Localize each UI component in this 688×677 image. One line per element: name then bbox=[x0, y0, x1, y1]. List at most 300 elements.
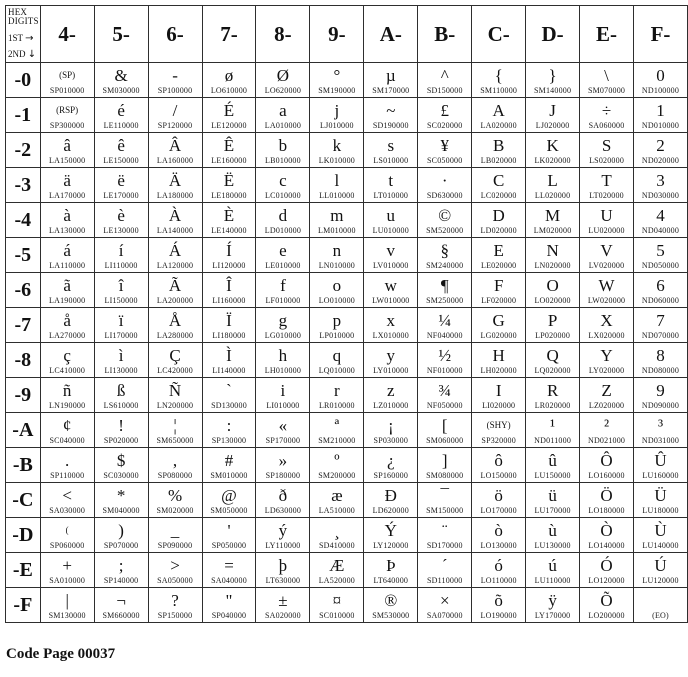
cell-content bbox=[95, 63, 148, 97]
table-cell bbox=[94, 413, 148, 448]
table-cell bbox=[94, 553, 148, 588]
character-id-code: SD410000 bbox=[318, 541, 355, 550]
table-cell bbox=[94, 343, 148, 378]
character-id-code: LT640000 bbox=[373, 576, 409, 585]
character-glyph: ¸ bbox=[334, 520, 340, 540]
character-id-code: SA030000 bbox=[49, 506, 86, 515]
character-glyph: . bbox=[65, 450, 70, 470]
cell-content bbox=[310, 378, 363, 412]
cell-content bbox=[149, 483, 202, 517]
table-cell bbox=[40, 553, 94, 588]
table-cell bbox=[526, 413, 580, 448]
character-id-code: SD150000 bbox=[426, 86, 463, 95]
character-glyph: o bbox=[332, 275, 342, 295]
cell-content bbox=[526, 483, 579, 517]
character-id-code: LE120000 bbox=[211, 121, 247, 130]
table-cell bbox=[148, 273, 202, 308]
character-glyph: û bbox=[548, 450, 557, 470]
character-id-code: LG010000 bbox=[264, 331, 302, 340]
character-id-code: SM060000 bbox=[426, 436, 464, 445]
table-cell bbox=[526, 238, 580, 273]
cell-content bbox=[256, 203, 309, 237]
table-row bbox=[6, 168, 688, 203]
character-id-code: NF040000 bbox=[426, 331, 463, 340]
table-cell bbox=[256, 238, 310, 273]
table-cell bbox=[202, 448, 256, 483]
table-cell bbox=[418, 413, 472, 448]
cell-content bbox=[580, 238, 633, 272]
character-id-code: LC020000 bbox=[480, 191, 517, 200]
character-glyph: ~ bbox=[386, 100, 396, 120]
cell-content bbox=[149, 63, 202, 97]
character-glyph: à bbox=[63, 205, 71, 225]
table-cell bbox=[634, 238, 688, 273]
cell-content bbox=[472, 238, 525, 272]
table-cell bbox=[580, 588, 634, 623]
character-glyph: ÷ bbox=[601, 100, 612, 120]
table-cell bbox=[364, 203, 418, 238]
cell-content bbox=[41, 308, 94, 342]
character-id-code: SP180000 bbox=[265, 471, 301, 480]
cell-content bbox=[580, 378, 633, 412]
table-cell bbox=[148, 378, 202, 413]
character-id-code: SM210000 bbox=[318, 436, 356, 445]
table-cell bbox=[634, 448, 688, 483]
cell-content bbox=[364, 308, 417, 342]
character-glyph: © bbox=[438, 205, 452, 225]
character-glyph: g bbox=[278, 310, 288, 330]
character-glyph: > bbox=[170, 555, 180, 575]
character-glyph: O bbox=[546, 275, 559, 295]
cell-content bbox=[418, 553, 471, 587]
table-cell bbox=[202, 413, 256, 448]
character-id-code: LY170000 bbox=[534, 611, 571, 620]
table-cell bbox=[472, 448, 526, 483]
table-cell bbox=[364, 98, 418, 133]
character-id-code: LC410000 bbox=[49, 366, 86, 375]
character-id-code: SP320000 bbox=[481, 436, 516, 445]
character-glyph: } bbox=[548, 65, 557, 85]
character-id-code: LE150000 bbox=[103, 156, 139, 165]
character-id-code: LE110000 bbox=[103, 121, 139, 130]
character-id-code: LD620000 bbox=[372, 506, 409, 515]
character-id-code: LN010000 bbox=[318, 261, 355, 270]
column-header-9: 9- bbox=[310, 6, 364, 63]
character-glyph: Ç bbox=[169, 345, 181, 365]
character-glyph: ê bbox=[117, 135, 125, 155]
character-id-code: SM530000 bbox=[372, 611, 410, 620]
character-id-code: SC040000 bbox=[49, 436, 85, 445]
cell-content bbox=[418, 413, 471, 447]
character-id-code: SP020000 bbox=[103, 436, 139, 445]
table-cell bbox=[418, 238, 472, 273]
character-id-code: LN020000 bbox=[534, 261, 571, 270]
table-cell bbox=[472, 553, 526, 588]
cell-content bbox=[41, 553, 94, 587]
character-id-code: SA020000 bbox=[265, 611, 301, 620]
character-id-code: ND070000 bbox=[641, 331, 680, 340]
cell-content bbox=[256, 588, 309, 622]
table-cell bbox=[40, 413, 94, 448]
table-cell bbox=[40, 238, 94, 273]
cell-content bbox=[203, 238, 256, 272]
cell-content bbox=[95, 448, 148, 482]
table-cell bbox=[148, 518, 202, 553]
cell-content bbox=[149, 448, 202, 482]
character-glyph: a bbox=[279, 100, 287, 120]
character-glyph: $ bbox=[116, 450, 126, 470]
table-row bbox=[6, 518, 688, 553]
cell-content bbox=[418, 343, 471, 377]
table-cell bbox=[202, 483, 256, 518]
character-glyph: _ bbox=[170, 520, 180, 540]
character-glyph: Ð bbox=[384, 485, 397, 505]
character-id-code: SP150000 bbox=[157, 611, 193, 620]
table-cell bbox=[148, 553, 202, 588]
character-id-code: SM200000 bbox=[318, 471, 356, 480]
character-glyph: Ï bbox=[226, 310, 232, 330]
cell-content bbox=[310, 273, 363, 307]
character-glyph: H bbox=[492, 345, 505, 365]
character-glyph: ¦ bbox=[173, 415, 177, 435]
character-id-code: SD110000 bbox=[426, 576, 463, 585]
cell-content bbox=[472, 273, 525, 307]
character-glyph: & bbox=[114, 65, 128, 85]
character-glyph: ¿ bbox=[387, 450, 395, 470]
cell-content bbox=[364, 343, 417, 377]
table-cell bbox=[148, 308, 202, 343]
character-id-code: LU130000 bbox=[534, 541, 571, 550]
character-glyph: ý bbox=[278, 520, 288, 540]
character-id-code: LA120000 bbox=[156, 261, 194, 270]
character-glyph: ¢ bbox=[62, 415, 72, 435]
character-glyph: % bbox=[167, 485, 183, 505]
cell-content bbox=[95, 343, 148, 377]
character-glyph: ä bbox=[63, 170, 71, 190]
cell-content bbox=[364, 553, 417, 587]
table-cell bbox=[526, 553, 580, 588]
table-cell bbox=[418, 448, 472, 483]
table-cell bbox=[310, 168, 364, 203]
table-cell bbox=[364, 483, 418, 518]
cell-content bbox=[472, 413, 525, 447]
cell-content bbox=[203, 448, 256, 482]
codepage-table bbox=[5, 5, 688, 623]
cell-content bbox=[41, 168, 94, 202]
cell-content bbox=[526, 168, 579, 202]
row-header-E: -E bbox=[6, 553, 41, 588]
character-glyph: Æ bbox=[329, 555, 345, 575]
cell-content bbox=[41, 448, 94, 482]
table-cell bbox=[202, 553, 256, 588]
cell-content bbox=[634, 273, 687, 307]
table-cell bbox=[40, 203, 94, 238]
character-glyph: S bbox=[601, 135, 612, 155]
character-glyph: h bbox=[278, 345, 288, 365]
cell-content bbox=[149, 343, 202, 377]
table-cell bbox=[472, 133, 526, 168]
character-id-code: LI110000 bbox=[104, 261, 138, 270]
cell-content bbox=[364, 588, 417, 622]
table-cell bbox=[256, 308, 310, 343]
table-cell bbox=[364, 518, 418, 553]
cell-content bbox=[364, 168, 417, 202]
cell-content bbox=[580, 98, 633, 132]
table-cell bbox=[40, 378, 94, 413]
table-row bbox=[6, 413, 688, 448]
cell-content bbox=[41, 378, 94, 412]
table-cell bbox=[364, 273, 418, 308]
table-cell bbox=[40, 63, 94, 98]
table-cell bbox=[580, 483, 634, 518]
table-row bbox=[6, 553, 688, 588]
row-header-0: -0 bbox=[6, 63, 41, 98]
character-glyph: ± bbox=[278, 590, 288, 610]
cell-content bbox=[418, 98, 471, 132]
cell-content bbox=[418, 448, 471, 482]
column-header-A: A- bbox=[364, 6, 418, 63]
character-id-code: LI130000 bbox=[104, 366, 138, 375]
character-id-code: LO170000 bbox=[480, 506, 517, 515]
character-id-code: LE010000 bbox=[265, 261, 301, 270]
character-glyph: R bbox=[546, 380, 559, 400]
cell-content bbox=[256, 168, 309, 202]
row-header-B: -B bbox=[6, 448, 41, 483]
cell-content bbox=[634, 483, 687, 517]
character-id-code: LV020000 bbox=[588, 261, 625, 270]
character-glyph: Ê bbox=[223, 135, 235, 155]
table-cell bbox=[310, 98, 364, 133]
cell-content bbox=[472, 448, 525, 482]
cell-content bbox=[526, 588, 579, 622]
table-cell bbox=[364, 413, 418, 448]
row-header-D: -D bbox=[6, 518, 41, 553]
table-cell bbox=[634, 203, 688, 238]
character-glyph: t bbox=[388, 170, 394, 190]
character-id-code: SP050000 bbox=[211, 541, 247, 550]
cell-content bbox=[203, 343, 256, 377]
character-id-code: ND030000 bbox=[641, 191, 680, 200]
row-header-A: -A bbox=[6, 413, 41, 448]
table-cell bbox=[148, 168, 202, 203]
table-cell bbox=[40, 483, 94, 518]
table-cell bbox=[364, 378, 418, 413]
table-cell bbox=[526, 98, 580, 133]
cell-content bbox=[418, 308, 471, 342]
character-id-code: LE170000 bbox=[103, 191, 139, 200]
cell-content bbox=[41, 518, 94, 552]
character-glyph: Å bbox=[168, 310, 182, 330]
character-id-code: LD010000 bbox=[264, 226, 302, 235]
character-id-code: LA200000 bbox=[156, 296, 194, 305]
cell-content bbox=[580, 308, 633, 342]
table-cell bbox=[634, 483, 688, 518]
character-id-code: LG020000 bbox=[480, 331, 517, 340]
table-cell bbox=[580, 378, 634, 413]
character-glyph: Ì bbox=[226, 345, 232, 365]
character-glyph: | bbox=[65, 590, 69, 610]
column-header-6: 6- bbox=[148, 6, 202, 63]
cell-content bbox=[310, 308, 363, 342]
table-cell bbox=[526, 63, 580, 98]
character-id-code: LD630000 bbox=[264, 506, 302, 515]
cell-content bbox=[256, 98, 309, 132]
cell-content bbox=[580, 448, 633, 482]
character-id-code: LM010000 bbox=[318, 226, 356, 235]
character-glyph: = bbox=[224, 555, 234, 575]
cell-content bbox=[526, 448, 579, 482]
character-glyph: Á bbox=[168, 240, 182, 260]
table-cell bbox=[310, 203, 364, 238]
cell-content bbox=[203, 308, 256, 342]
table-cell bbox=[94, 483, 148, 518]
cell-content bbox=[95, 98, 148, 132]
character-glyph: f bbox=[280, 275, 286, 295]
table-cell bbox=[526, 168, 580, 203]
table-cell bbox=[634, 133, 688, 168]
character-id-code: LJ010000 bbox=[320, 121, 354, 130]
table-cell bbox=[256, 448, 310, 483]
character-glyph: K bbox=[546, 135, 559, 155]
table-cell bbox=[202, 133, 256, 168]
character-id-code: SM240000 bbox=[426, 261, 464, 270]
character-glyph: j bbox=[334, 100, 340, 120]
table-cell bbox=[94, 133, 148, 168]
cell-content bbox=[310, 98, 363, 132]
character-id-code: LA510000 bbox=[318, 506, 355, 515]
cell-content bbox=[41, 203, 94, 237]
character-glyph: Y bbox=[600, 345, 613, 365]
cell-content bbox=[149, 553, 202, 587]
cell-content bbox=[580, 273, 633, 307]
character-glyph: F bbox=[493, 275, 504, 295]
character-glyph: l bbox=[334, 170, 340, 190]
character-id-code: SP080000 bbox=[157, 471, 193, 480]
character-glyph: ? bbox=[171, 590, 179, 610]
character-glyph: Ã bbox=[168, 275, 182, 295]
cell-content bbox=[310, 553, 363, 587]
character-id-code: SP030000 bbox=[373, 436, 409, 445]
cell-content bbox=[256, 343, 309, 377]
legend-first-label: 1ST bbox=[8, 32, 23, 43]
character-glyph: « bbox=[278, 415, 288, 435]
character-id-code: LE180000 bbox=[211, 191, 247, 200]
cell-content bbox=[149, 273, 202, 307]
cell-content bbox=[472, 133, 525, 167]
character-glyph: s bbox=[387, 135, 395, 155]
character-id-code: LO620000 bbox=[264, 86, 302, 95]
table-cell bbox=[148, 238, 202, 273]
character-glyph: § bbox=[440, 240, 449, 260]
table-cell bbox=[94, 378, 148, 413]
character-glyph: (SP) bbox=[59, 69, 76, 80]
table-cell bbox=[148, 448, 202, 483]
cell-content bbox=[634, 343, 687, 377]
character-id-code: LY120000 bbox=[373, 541, 409, 550]
table-cell bbox=[418, 133, 472, 168]
table-cell bbox=[40, 308, 94, 343]
row-header-3: -3 bbox=[6, 168, 41, 203]
character-id-code: LX010000 bbox=[372, 331, 409, 340]
table-cell bbox=[256, 168, 310, 203]
table-cell bbox=[202, 203, 256, 238]
character-id-code: LL020000 bbox=[534, 191, 571, 200]
character-id-code: LA520000 bbox=[318, 576, 355, 585]
character-glyph: T bbox=[601, 170, 612, 190]
character-glyph: º bbox=[334, 450, 340, 470]
table-cell bbox=[418, 168, 472, 203]
cell-content bbox=[418, 273, 471, 307]
cell-content bbox=[256, 518, 309, 552]
character-glyph: ì bbox=[118, 345, 124, 365]
cell-content bbox=[203, 378, 256, 412]
character-id-code: ND020000 bbox=[641, 156, 680, 165]
table-cell bbox=[202, 518, 256, 553]
character-id-code: LZ020000 bbox=[588, 401, 625, 410]
table-cell bbox=[580, 168, 634, 203]
table-cell bbox=[472, 273, 526, 308]
cell-content bbox=[149, 238, 202, 272]
column-header-4: 4- bbox=[40, 6, 94, 63]
character-glyph: » bbox=[278, 450, 288, 470]
cell-content bbox=[418, 238, 471, 272]
character-id-code: SM170000 bbox=[372, 86, 410, 95]
row-header-4: -4 bbox=[6, 203, 41, 238]
character-glyph: ) bbox=[118, 520, 124, 540]
cell-content bbox=[634, 588, 687, 622]
character-id-code: LY010000 bbox=[373, 366, 409, 375]
table-cell bbox=[40, 448, 94, 483]
character-id-code: LA140000 bbox=[156, 226, 194, 235]
character-id-code: ND080000 bbox=[641, 366, 680, 375]
table-row bbox=[6, 238, 688, 273]
cell-content bbox=[580, 483, 633, 517]
character-glyph: 9 bbox=[656, 380, 665, 400]
character-id-code: SC020000 bbox=[427, 121, 463, 130]
cell-content bbox=[580, 63, 633, 97]
table-cell bbox=[256, 378, 310, 413]
cell-content bbox=[472, 378, 525, 412]
cell-content bbox=[634, 203, 687, 237]
character-glyph: x bbox=[386, 310, 396, 330]
character-id-code: LO130000 bbox=[480, 541, 517, 550]
table-row bbox=[6, 308, 688, 343]
table-row bbox=[6, 273, 688, 308]
cell-content bbox=[418, 203, 471, 237]
cell-content bbox=[418, 63, 471, 97]
cell-content bbox=[364, 448, 417, 482]
cell-content bbox=[418, 168, 471, 202]
table-cell bbox=[418, 203, 472, 238]
character-id-code: LU150000 bbox=[534, 471, 571, 480]
table-row bbox=[6, 63, 688, 98]
character-id-code: LS020000 bbox=[589, 156, 625, 165]
table-cell bbox=[94, 518, 148, 553]
cell-content bbox=[310, 448, 363, 482]
character-glyph: V bbox=[600, 240, 613, 260]
cell-content bbox=[472, 588, 525, 622]
character-id-code: ND031000 bbox=[641, 436, 680, 445]
cell-content bbox=[256, 238, 309, 272]
character-glyph: ] bbox=[441, 450, 448, 470]
character-id-code: LK010000 bbox=[318, 156, 355, 165]
table-cell bbox=[94, 273, 148, 308]
hex-digits-legend bbox=[6, 6, 41, 63]
character-id-code: SD190000 bbox=[372, 121, 409, 130]
character-glyph: E bbox=[493, 240, 504, 260]
cell-content bbox=[526, 133, 579, 167]
character-id-code: SM050000 bbox=[210, 506, 248, 515]
